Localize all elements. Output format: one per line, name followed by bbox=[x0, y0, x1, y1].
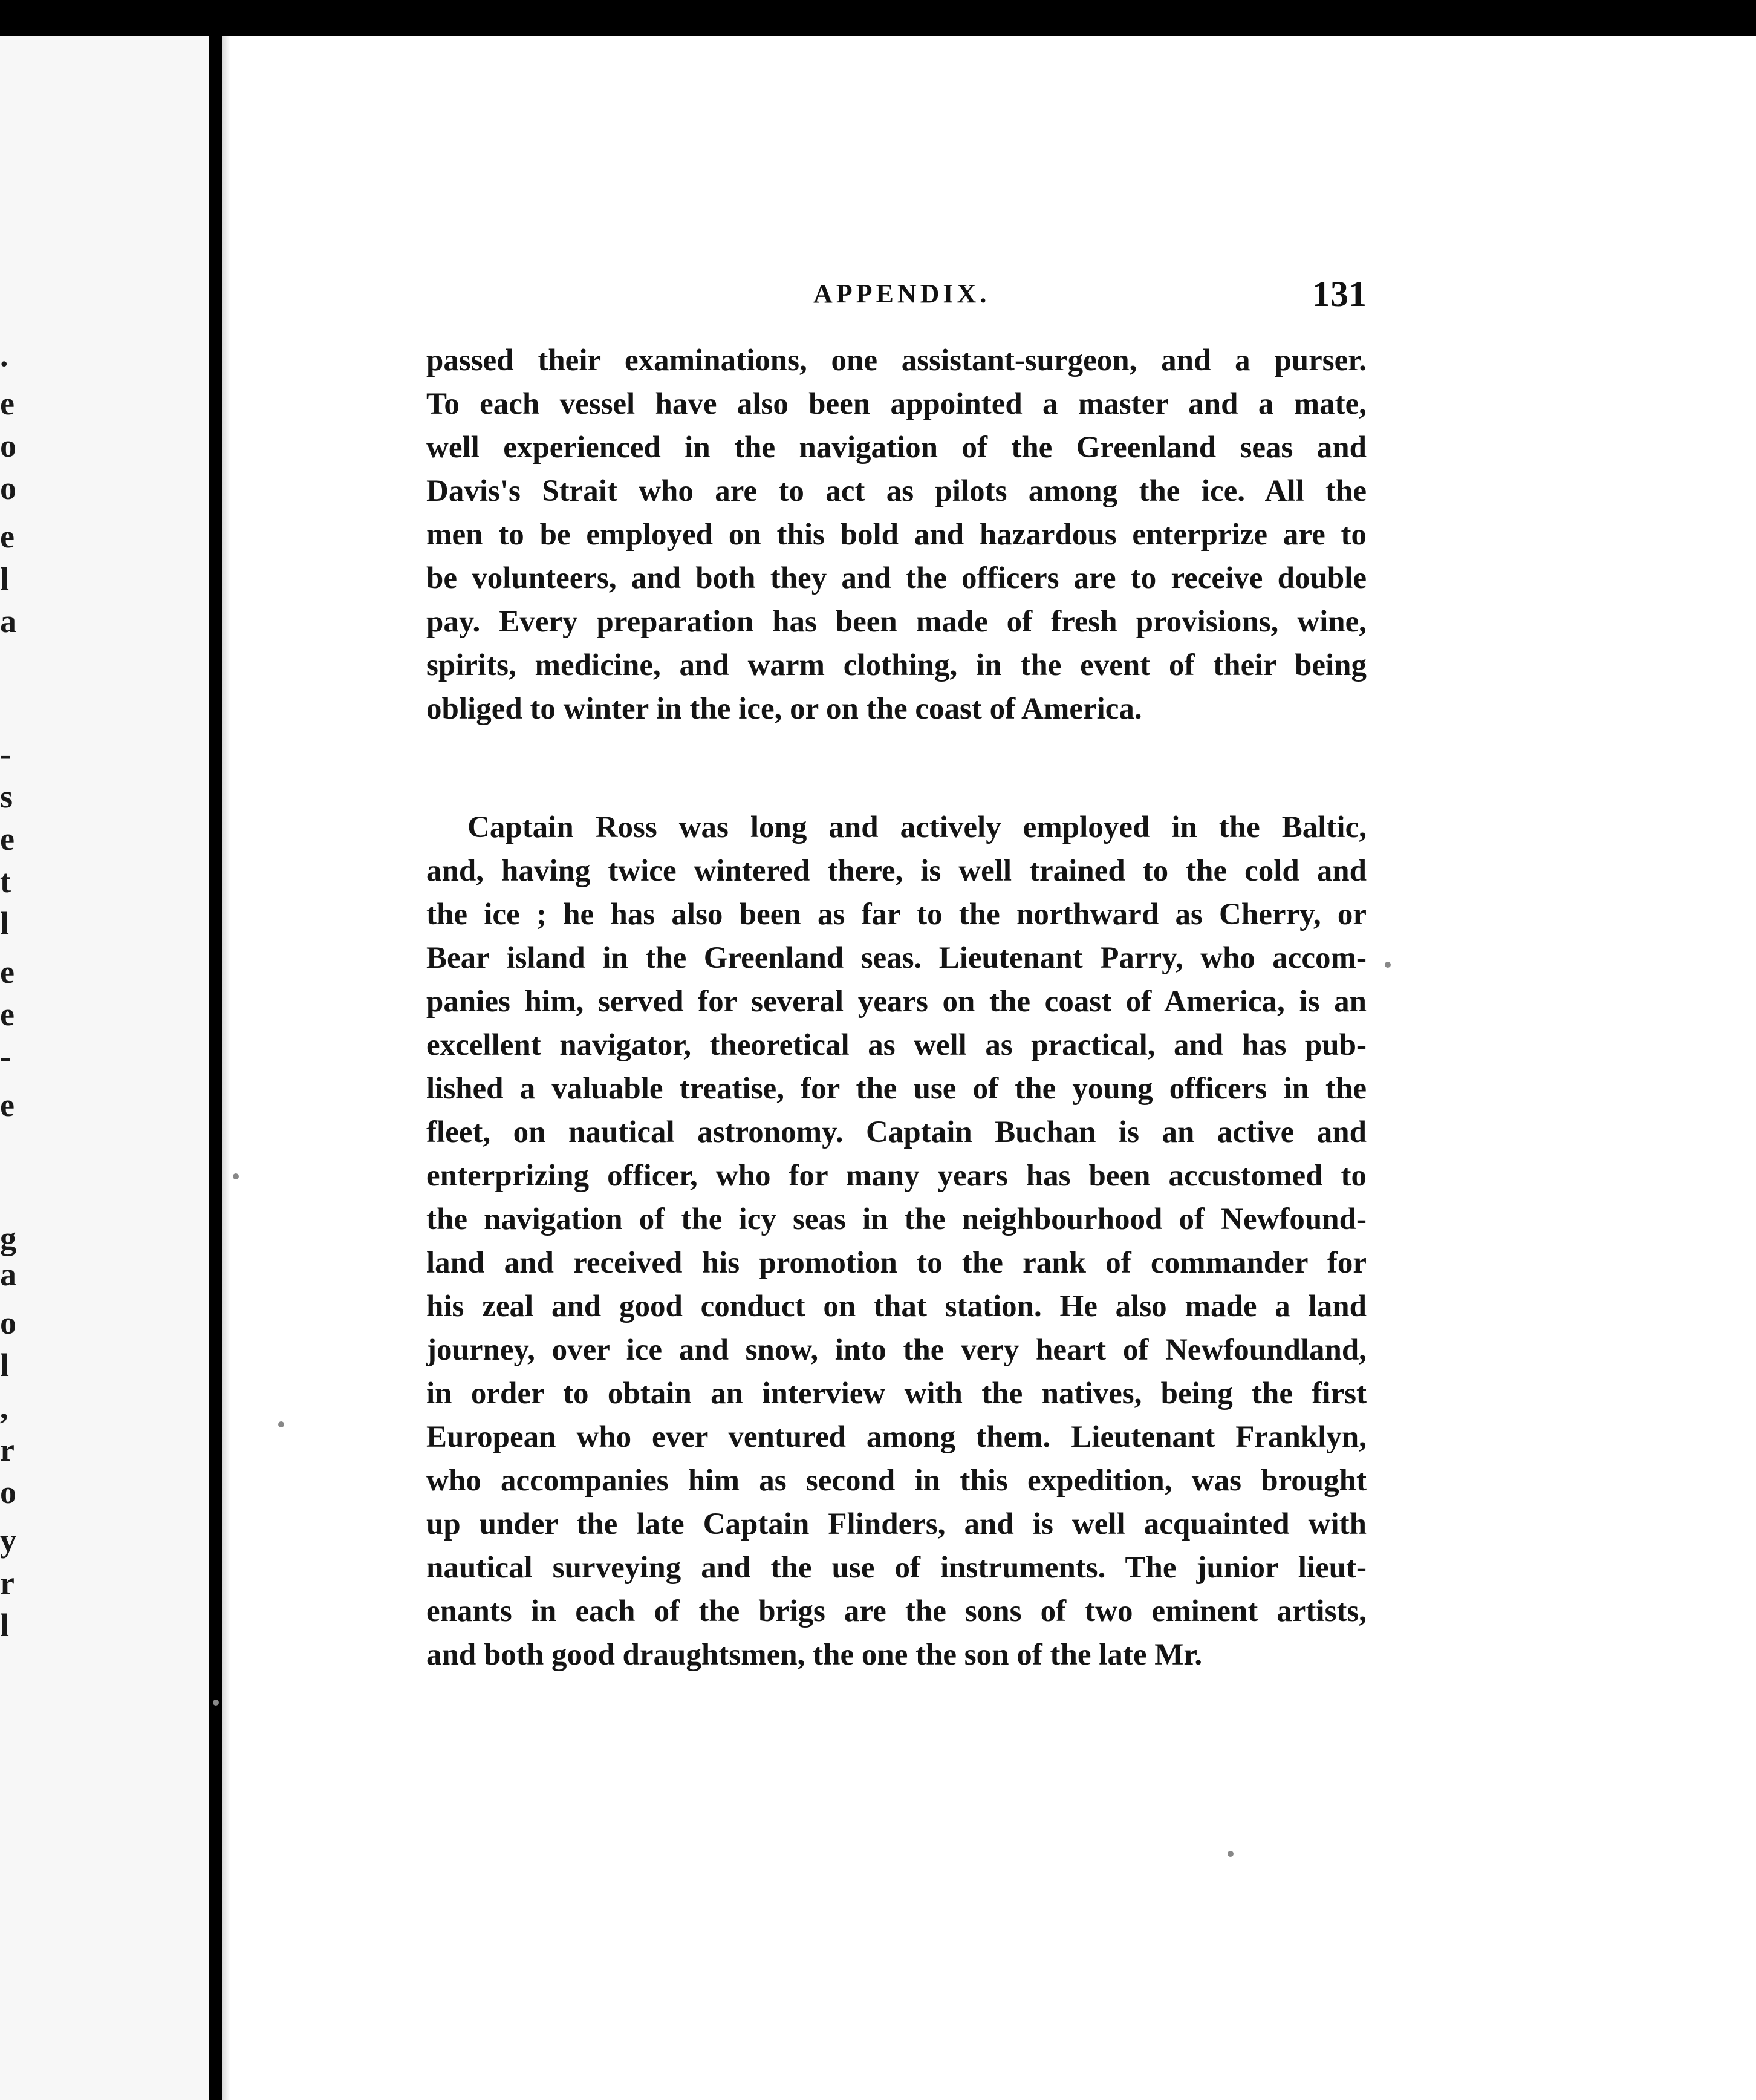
text-line: To each vessel have also been appointed a master and a mate, bbox=[426, 387, 1367, 421]
facing-page-fragment: r bbox=[0, 1565, 15, 1601]
paragraph-gap bbox=[426, 731, 1367, 806]
gutter-shadow bbox=[222, 36, 230, 2100]
text-line: his zeal and good conduct on that station. He also made a land bbox=[426, 1290, 1367, 1323]
text-line: nautical surveying and the use of instruments. The junior lieut- bbox=[426, 1551, 1367, 1585]
text-line: panies him, served for several years on the coast of America, is an bbox=[426, 985, 1367, 1019]
text-line: Bear island in the Greenland seas. Lieutenant Parry, who accom- bbox=[426, 941, 1367, 975]
scan-top-border bbox=[0, 0, 1756, 36]
facing-page-fragment: e bbox=[0, 996, 15, 1032]
running-head-title: APPENDIX. bbox=[813, 279, 990, 308]
binding-gutter bbox=[209, 36, 222, 2100]
facing-page-fragment: l bbox=[0, 1607, 10, 1643]
facing-page-fragment: - bbox=[0, 1039, 11, 1075]
text-line: enterprizing officer, who for many years has been accustomed to bbox=[426, 1159, 1367, 1193]
text-line: and, having twice wintered there, is well trained to the cold and bbox=[426, 854, 1367, 888]
scan-speck bbox=[1228, 1851, 1234, 1857]
facing-page-fragment: - bbox=[0, 736, 11, 772]
text-line: pay. Every preparation has been made of fresh provisions, wine, bbox=[426, 605, 1367, 639]
text-line: who accompanies him as second in this expedition, was brought bbox=[426, 1464, 1367, 1498]
text-line: journey, over ice and snow, into the very heart of Newfoundland, bbox=[426, 1333, 1367, 1367]
facing-page-fragment: . bbox=[0, 337, 8, 373]
facing-page-fragment: l bbox=[0, 905, 10, 942]
facing-page-fragment: t bbox=[0, 863, 11, 899]
facing-page-fragment: e bbox=[0, 1087, 15, 1123]
page-number: 131 bbox=[1312, 274, 1367, 314]
facing-page-fragment: o bbox=[0, 1474, 16, 1510]
text-line: enants in each of the brigs are the sons of two eminent artists, bbox=[426, 1594, 1367, 1628]
text-line: the ice ; he has also been as far to the northward as Cherry, or bbox=[426, 898, 1367, 931]
facing-page-fragment: e bbox=[0, 518, 15, 555]
facing-page-fragment: , bbox=[0, 1389, 8, 1426]
text-line: fleet, on nautical astronomy. Captain Buchan is an active and bbox=[426, 1115, 1367, 1149]
text-line: the navigation of the icy seas in the neighbourhood of Newfound- bbox=[426, 1202, 1367, 1236]
scan-speck bbox=[233, 1173, 239, 1179]
text-line: European who ever ventured among them. Lieutenant Franklyn, bbox=[426, 1420, 1367, 1454]
running-head bbox=[426, 273, 1367, 316]
text-line: passed their examinations, one assistant-surgeon, and a purser. bbox=[426, 344, 1367, 377]
text-line: lished a valuable treatise, for the use of the young officers in the bbox=[426, 1072, 1367, 1106]
text-line: spirits, medicine, and warm clothing, in the event of their being bbox=[426, 648, 1367, 682]
text-line: in order to obtain an interview with the natives, being the first bbox=[426, 1377, 1367, 1410]
facing-page-fragment: l bbox=[0, 561, 10, 597]
scan-speck bbox=[213, 1700, 219, 1706]
text-line: up under the late Captain Flinders, and is well acquainted with bbox=[426, 1507, 1367, 1541]
facing-page-fragment: s bbox=[0, 778, 13, 815]
body-text bbox=[426, 339, 1367, 1677]
text-line: Captain Ross was long and actively employed in the Baltic, bbox=[467, 810, 1367, 844]
text-line: and both good draughtsmen, the one the son of the late Mr. bbox=[426, 1638, 1203, 1672]
facing-page-fragment: o bbox=[0, 428, 16, 464]
text-line: obliged to winter in the ice, or on the coast of America. bbox=[426, 692, 1142, 726]
text-line: land and received his promotion to the rank of commander for bbox=[426, 1246, 1367, 1280]
text-line: well experienced in the navigation of the Greenland seas and bbox=[426, 431, 1367, 465]
text-line: men to be employed on this bold and hazardous enterprize are to bbox=[426, 518, 1367, 552]
facing-page-fragment: r bbox=[0, 1432, 15, 1468]
facing-page-fragment: o bbox=[0, 1305, 16, 1341]
scan-speck bbox=[278, 1421, 284, 1427]
facing-page-fragment: a bbox=[0, 603, 16, 639]
facing-page-fragment: l bbox=[0, 1347, 10, 1383]
facing-page-edge bbox=[0, 36, 209, 2100]
facing-page-fragment: o bbox=[0, 470, 16, 506]
facing-page-fragment: e bbox=[0, 954, 15, 990]
text-line: excellent navigator, theoretical as well as practical, and has pub- bbox=[426, 1028, 1367, 1062]
facing-page-fragment: y bbox=[0, 1522, 16, 1559]
text-line: be volunteers, and both they and the officers are to receive double bbox=[426, 561, 1367, 595]
facing-page-fragment: a bbox=[0, 1256, 16, 1293]
facing-page-fragment: e bbox=[0, 821, 15, 857]
text-line: Davis's Strait who are to act as pilots among the ice. All the bbox=[426, 474, 1367, 508]
scan-speck bbox=[1385, 962, 1391, 968]
facing-page-fragment: g bbox=[0, 1220, 16, 1256]
facing-page-fragment: e bbox=[0, 385, 15, 422]
